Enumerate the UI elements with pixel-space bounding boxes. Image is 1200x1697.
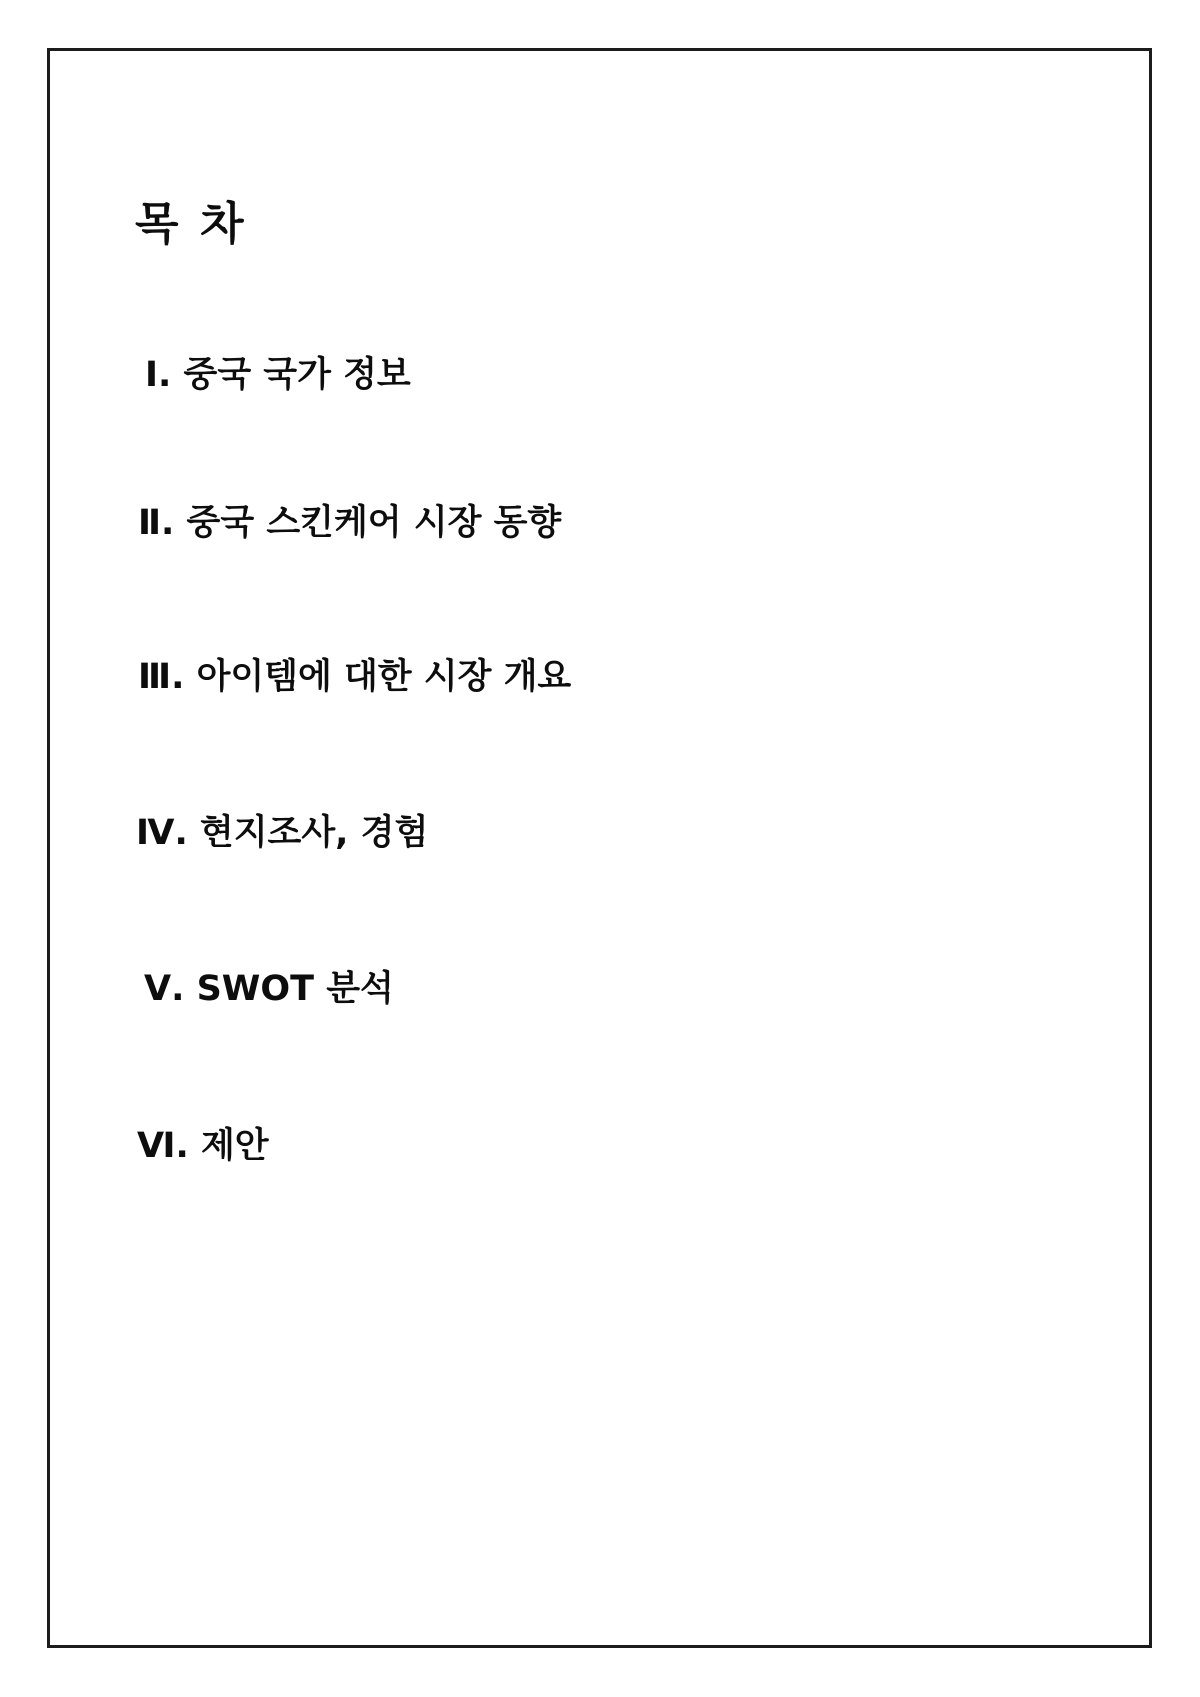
toc-item-6: Ⅵ. 제안	[137, 1126, 269, 1166]
page-title: 목 차	[135, 197, 247, 251]
toc-item-1: Ⅰ. 중국 국가 정보	[145, 355, 411, 395]
toc-item-2: Ⅱ. 중국 스킨케어 시장 동향	[138, 503, 562, 543]
toc-item-4: Ⅳ. 현지조사, 경험	[136, 813, 429, 853]
toc-item-3: Ⅲ. 아이템에 대한 시장 개요	[138, 657, 572, 697]
toc-item-5: Ⅴ. SWOT 분석	[144, 969, 394, 1009]
